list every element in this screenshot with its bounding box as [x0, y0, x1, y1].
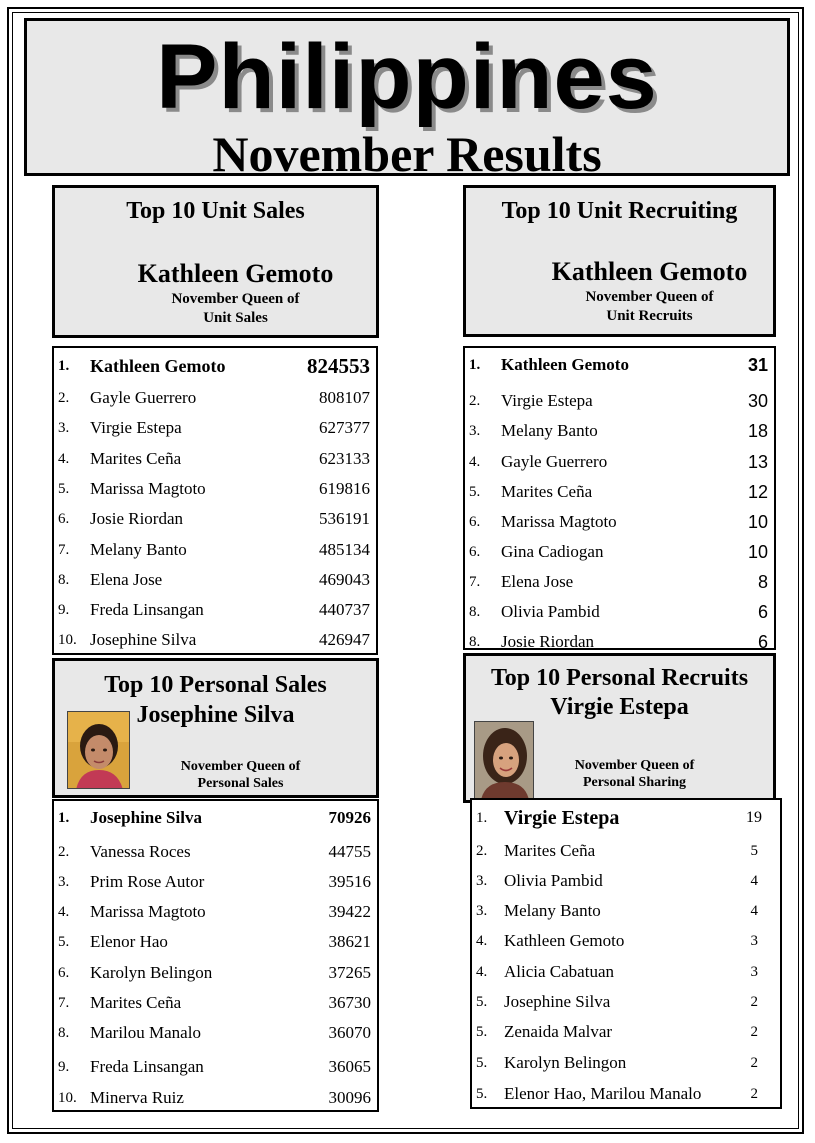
page-title: Philippines	[156, 26, 658, 128]
list-item: 3. Melany Banto 4	[476, 901, 758, 920]
personal-sales-queen-line1: November Queen of	[180, 759, 301, 774]
list-item: 5. Marites Ceña 12	[469, 482, 768, 502]
personal-recruits-queen-line2: Personal Sharing	[582, 775, 687, 790]
list-item: 1. Josephine Silva 70926	[58, 808, 371, 827]
list-item: 7. Melany Banto 485134	[58, 540, 370, 559]
list-item: 8. Josie Riordan 6	[469, 632, 768, 652]
list-item: 2. Marites Ceña 5	[476, 841, 758, 860]
personal-sales-panel	[52, 658, 379, 798]
unit-sales-panel	[52, 185, 379, 338]
list-item: 10. Josephine Silva 426947	[58, 630, 370, 649]
list-item: 3. Prim Rose Autor 39516	[58, 872, 371, 891]
list-item: 6. Marissa Magtoto 10	[469, 512, 768, 532]
unit-sales-queen-line1: November Queen of	[171, 291, 300, 307]
unit-sales-queen-line2: Unit Sales	[203, 310, 268, 326]
unit-sales-panel-title: Top 10 Unit Sales	[126, 198, 305, 224]
list-item: 2. Vanessa Roces 44755	[58, 842, 371, 861]
list-item: 5. Marissa Magtoto 619816	[58, 479, 370, 498]
unit-recruiting-queen-line1: November Queen of	[585, 289, 714, 305]
list-item: 8. Olivia Pambid 6	[469, 602, 768, 622]
list-item: 5. Karolyn Belingon 2	[476, 1053, 758, 1072]
list-item: 9. Freda Linsangan 440737	[58, 600, 370, 619]
list-item: 2. Virgie Estepa 30	[469, 391, 768, 411]
unit-recruiting-panel-title: Top 10 Unit Recruiting	[501, 198, 738, 224]
unit-recruiting-queen-name: Kathleen Gemoto	[551, 257, 748, 286]
personal-recruits-panel-title: Top 10 Personal Recruits	[490, 665, 749, 691]
queen-photo	[67, 711, 130, 789]
personal-sales-list	[52, 799, 379, 1112]
list-item: 3. Virgie Estepa 627377	[58, 418, 370, 437]
list-item: 6. Gina Cadiogan 10	[469, 542, 768, 562]
list-item: 6. Karolyn Belingon 37265	[58, 963, 371, 982]
unit-sales-queen-name: Kathleen Gemoto	[137, 259, 334, 288]
portrait-image	[68, 712, 130, 789]
list-item: 5. Zenaida Malvar 2	[476, 1022, 758, 1041]
personal-sales-panel-title: Top 10 Personal Sales	[104, 672, 327, 698]
personal-recruits-list	[470, 798, 782, 1109]
list-item: 9. Freda Linsangan 36065	[58, 1057, 371, 1076]
list-item: 5. Elenor Hao, Marilou Manalo 2	[476, 1084, 758, 1103]
list-item: 3. Olivia Pambid 4	[476, 871, 758, 890]
list-item: 8. Elena Jose 469043	[58, 570, 370, 589]
unit-recruiting-queen-line2: Unit Recruits	[606, 308, 693, 324]
unit-recruiting-queen-title	[556, 288, 743, 326]
personal-sales-queen-line2: Personal Sales	[197, 776, 284, 791]
list-item: 7. Elena Jose 8	[469, 572, 768, 592]
personal-sales-queen-name: Josephine Silva	[136, 702, 295, 728]
personal-recruits-queen-line1: November Queen of	[574, 758, 695, 773]
list-item: 3. Melany Banto 18	[469, 421, 768, 441]
list-item: 4. Alicia Cabatuan 3	[476, 962, 758, 981]
page-header	[24, 18, 790, 182]
list-item: 10. Minerva Ruiz 30096	[58, 1088, 371, 1107]
list-item: 8. Marilou Manalo 36070	[58, 1023, 371, 1042]
list-item: 4. Gayle Guerrero 13	[469, 452, 768, 472]
page-subtitle: November Results	[212, 126, 602, 182]
unit-sales-list	[52, 346, 378, 655]
personal-recruits-queen-name: Virgie Estepa	[550, 694, 689, 720]
list-item: 4. Kathleen Gemoto 3	[476, 931, 758, 950]
unit-sales-queen-title	[135, 290, 336, 328]
unit-recruiting-list	[463, 346, 776, 650]
portrait-image	[475, 722, 534, 799]
list-item: 1. Kathleen Gemoto 31	[469, 355, 768, 375]
queen-photo	[474, 721, 534, 799]
list-item: 1. Virgie Estepa 19	[476, 807, 762, 829]
list-item: 4. Marissa Magtoto 39422	[58, 902, 371, 921]
list-item: 6. Josie Riordan 536191	[58, 509, 370, 528]
list-item: 4. Marites Ceña 623133	[58, 449, 370, 468]
list-item: 7. Marites Ceña 36730	[58, 993, 371, 1012]
list-item: 1. Kathleen Gemoto 824553	[58, 354, 370, 378]
personal-recruits-queen-title	[556, 757, 713, 791]
personal-recruits-panel	[463, 653, 776, 803]
list-item: 5. Josephine Silva 2	[476, 992, 758, 1011]
list-item: 2. Gayle Guerrero 808107	[58, 388, 370, 407]
list-item: 5. Elenor Hao 38621	[58, 932, 371, 951]
unit-recruiting-panel	[463, 185, 776, 337]
personal-sales-queen-title	[155, 758, 326, 792]
